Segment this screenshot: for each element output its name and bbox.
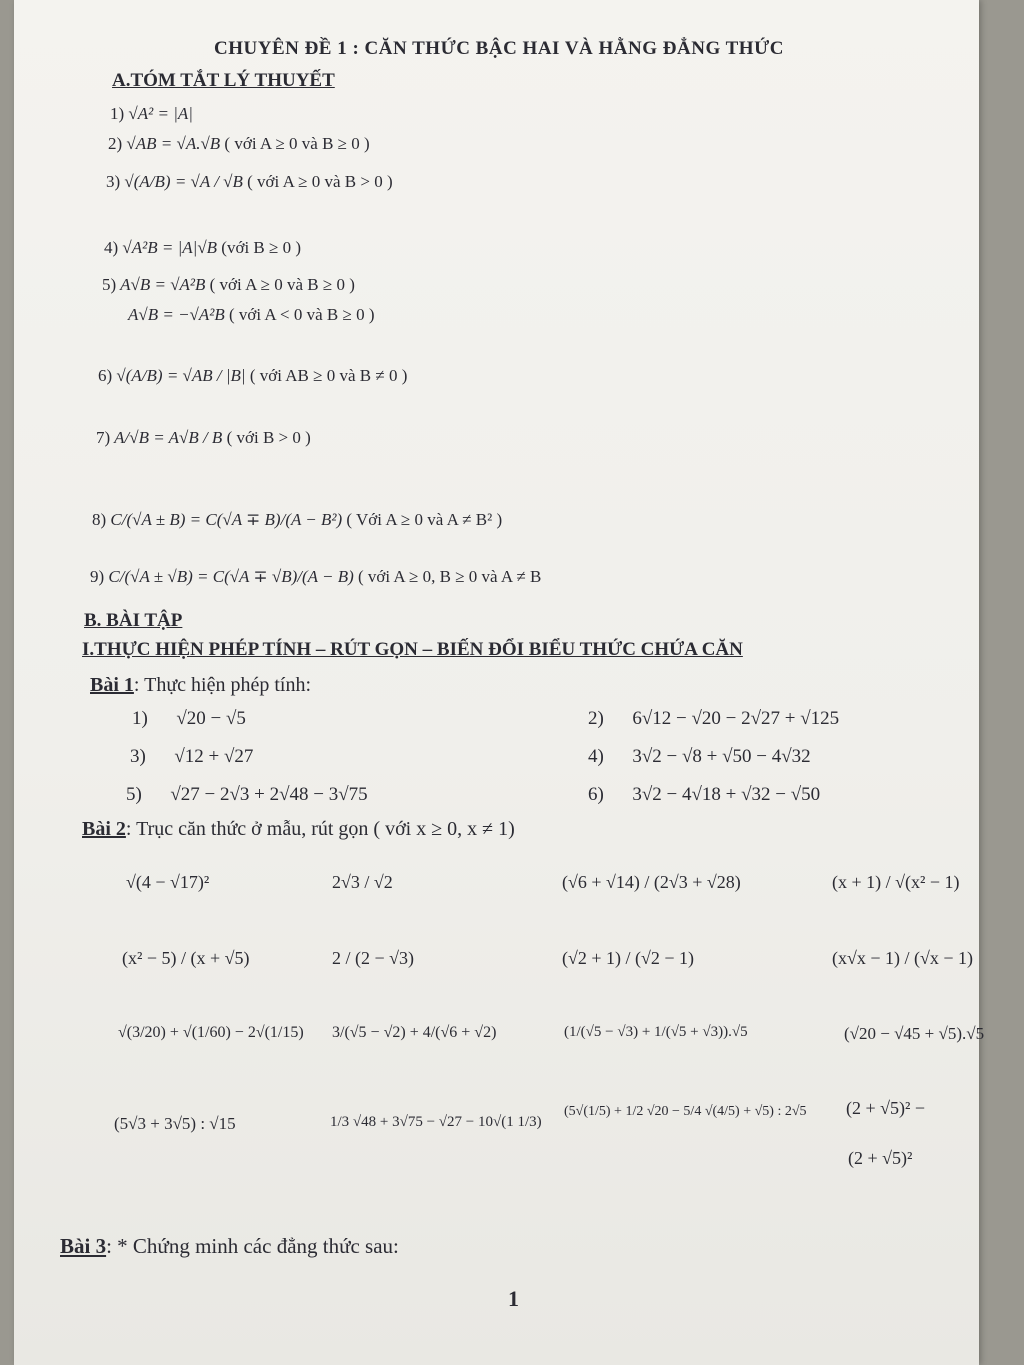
bai2-item-2: 2√3 / √2 <box>332 872 393 892</box>
theory-item-9: 9) C/(√A ± √B) = C(√A ∓ √B)/(A − B) ( với A ≥ 0, B ≥ 0 và A ≠ B <box>90 567 542 586</box>
section-i-heading: I.THỰC HIỆN PHÉP TÍNH – RÚT GỌN – BIẾN ĐỔI BIỂU THỨC CHỨA CĂN <box>82 639 743 660</box>
bai2-item-9: √(3/20) + √(1/60) − 2√(1/15) <box>118 1024 304 1041</box>
theory-formula: A/√B = A√B / B <box>114 428 223 447</box>
theory-formula: √(A/B) = √A / √B <box>124 172 243 191</box>
bai2-item-10: 3/(√5 − √2) + 4/(√6 + √2) <box>332 1024 497 1041</box>
bai2-item-16-cont: (2 + √5)² <box>848 1148 913 1168</box>
bai3-heading: Bài 3: * Chứng minh các đẳng thức sau: <box>60 1234 399 1258</box>
bai1-item-2: 2) 6√12 − √20 − 2√27 + √125 <box>588 708 840 729</box>
theory-formula: A√B = −√A²B <box>128 305 225 324</box>
theory-formula: C/(√A ± B) = C(√A ∓ B)/(A − B²) <box>110 510 343 529</box>
document-title: CHUYÊN ĐỀ 1 : CĂN THỨC BẬC HAI VÀ HẰNG ĐẲNG THỨC <box>214 38 784 59</box>
bai2-item-15: (5√(1/5) + 1/2 √20 − 5/4 √(4/5) + √5) : 2√5 <box>564 1104 807 1119</box>
theory-formula: √(A/B) = √AB / |B| <box>116 366 246 385</box>
theory-item-8: 8) C/(√A ± B) = C(√A ∓ B)/(A − B²) ( Với A ≥ 0 và A ≠ B² ) <box>92 510 503 529</box>
bai1-item-5: 5) √27 − 2√3 + 2√48 − 3√75 <box>126 784 368 805</box>
theory-item-6: 6) √(A/B) = √AB / |B| ( với AB ≥ 0 và B ≠ 0 ) <box>98 366 408 385</box>
bai1-item-4: 4) 3√2 − √8 + √50 − 4√32 <box>588 746 811 767</box>
bai2-item-13: (5√3 + 3√5) : √15 <box>114 1114 236 1133</box>
theory-item-3: 3) √(A/B) = √A / √B ( với A ≥ 0 và B > 0 ) <box>106 172 393 191</box>
section-a-heading: A.TÓM TẮT LÝ THUYẾT <box>112 70 335 91</box>
theory-item-2: 2) √AB = √A.√B ( với A ≥ 0 và B ≥ 0 ) <box>108 134 370 153</box>
bai1-heading: Bài 1: Thực hiện phép tính: <box>90 674 312 696</box>
bai2-item-11: (1/(√5 − √3) + 1/(√5 + √3)).√5 <box>564 1024 748 1040</box>
section-b-heading: B. BÀI TẬP <box>84 610 183 631</box>
paper-page <box>14 0 985 1365</box>
theory-item-1: 1) √A² = |A| <box>110 104 193 123</box>
bai1-item-1: 1) √20 − √5 <box>132 708 246 729</box>
bai2-item-8: (x√x − 1) / (√x − 1) <box>832 948 974 968</box>
bai2-item-12: (√20 − √45 + √5).√5 <box>844 1024 985 1043</box>
bai2-item-7: (√2 + 1) / (√2 − 1) <box>562 948 695 968</box>
bai2-item-1: √(4 − √17)² <box>126 872 210 892</box>
bai1-item-3: 3) √12 + √27 <box>130 746 254 767</box>
bai2-item-5: (x² − 5) / (x + √5) <box>122 948 250 968</box>
bai2-item-6: 2 / (2 − √3) <box>332 948 415 968</box>
theory-item-7: 7) A/√B = A√B / B ( với B > 0 ) <box>96 428 311 447</box>
theory-formula: √A²B = |A|√B <box>122 238 218 257</box>
page-number: 1 <box>508 1286 519 1311</box>
theory-formula: A√B = √A²B <box>120 275 206 294</box>
bai2-item-14: 1/3 √48 + 3√75 − √27 − 10√(1 1/3) <box>330 1114 542 1130</box>
theory-item-5: 5) A√B = √A²B ( với A ≥ 0 và B ≥ 0 ) <box>102 275 355 294</box>
bai2-item-3: (√6 + √14) / (2√3 + √28) <box>562 872 741 892</box>
bai2-item-16: (2 + √5)² − <box>846 1098 926 1118</box>
bai2-heading: Bài 2: Trục căn thức ở mẫu, rút gọn ( với x ≥ 0, x ≠ 1) <box>82 818 515 840</box>
theory-item-5b: A√B = −√A²B ( với A < 0 và B ≥ 0 ) <box>128 305 375 324</box>
theory-item-4: 4) √A²B = |A|√B (với B ≥ 0 ) <box>104 238 302 257</box>
theory-formula: √AB = √A.√B <box>126 134 221 153</box>
theory-formula: C/(√A ± √B) = C(√A ∓ √B)/(A − B) <box>108 567 354 586</box>
bai2-item-4: (x + 1) / √(x² − 1) <box>832 872 960 892</box>
theory-formula: √A² = |A| <box>128 104 193 123</box>
bai1-item-6: 6) 3√2 − 4√18 + √32 − √50 <box>588 784 821 805</box>
